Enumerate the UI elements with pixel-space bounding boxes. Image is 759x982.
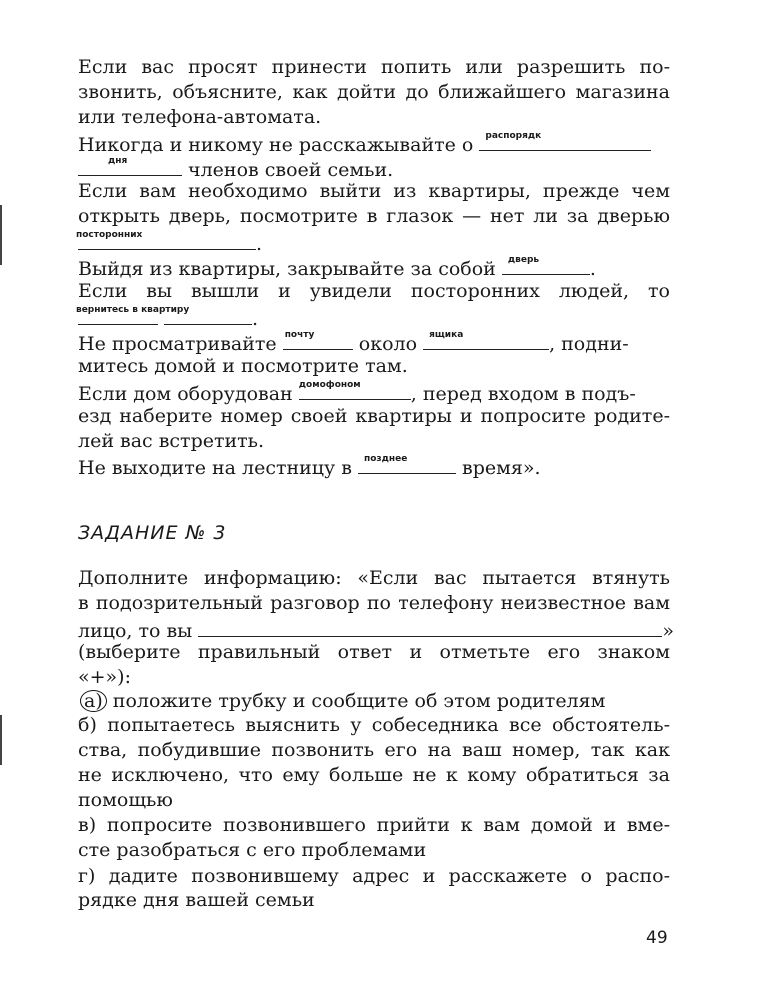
option-text: дадите позвонившему адрес и расскажете о распо- (108, 865, 670, 887)
answer-text: ящика (429, 330, 464, 340)
text-line: посторонних . (78, 229, 670, 256)
answer-blank[interactable] (479, 130, 651, 151)
text-line: Если вы вышли и увидели посторонних людей, то (78, 280, 670, 302)
text-line: или телефона-автомата. (78, 106, 322, 128)
answer-text: дверь (507, 255, 540, 265)
text-line (78, 616, 674, 643)
answer-text: дня (108, 156, 128, 166)
answer-blank[interactable] (78, 229, 256, 250)
text-line (78, 130, 670, 157)
text: Не выходите на лестницу в (78, 457, 352, 479)
text-line: открыть дверь, посмотрите в глазок — нет ли за дверью (78, 205, 670, 227)
text-line: лей вас встретить. (78, 430, 265, 452)
option-marker: б) (78, 714, 97, 736)
text: , подни- (549, 333, 629, 355)
text: около (358, 333, 418, 355)
answer-text: вернитесь в квартиру (76, 305, 190, 315)
text-line: ства, побудившие позвонить его на ваш номер, так как (78, 739, 670, 761)
text: Если дом оборудован (78, 383, 293, 405)
text-line (78, 329, 670, 356)
text: » (662, 620, 674, 642)
text-line: Если вам необходимо выйти из квартиры, прежде чем (78, 180, 670, 202)
text-line (78, 453, 670, 480)
option-text: положите трубку и сообщите об этом родителям (112, 690, 606, 712)
text-line (78, 379, 670, 406)
answer-blank[interactable] (283, 329, 353, 350)
text-line: вернитесь в квартиру . (78, 304, 670, 331)
text: , перед входом в подъ- (410, 383, 636, 405)
option-text: попросите позвонившего прийти к вам домой и вме- (106, 814, 670, 836)
option-a[interactable] (80, 689, 672, 713)
answer-blank[interactable] (299, 379, 411, 400)
task-heading: ЗАДАНИЕ № 3 (78, 522, 227, 544)
answer-blank[interactable] (198, 616, 662, 637)
text-line: Выйдя из квартиры, закрывайте за собой дверь . (78, 254, 670, 281)
option-marker: в) (78, 814, 97, 836)
text-line: звонить, объясните, как дойти до ближайшего магазина (78, 81, 670, 103)
text-line: митесь домой и посмотрите там. (78, 355, 408, 377)
text-line: в подозрительный разговор по телефону неизвестное вам (78, 592, 670, 614)
option-marker: г) (78, 865, 96, 887)
text-line: не исключено, что ему больше не к кому обратиться за (78, 764, 670, 786)
answer-blank[interactable] (502, 254, 590, 275)
answer-text: посторонних (76, 230, 143, 240)
answer-text: почту (284, 330, 315, 340)
page-number: 49 (646, 928, 668, 948)
answer-text: домофоном (298, 380, 361, 390)
option-text: попытаетесь выяснить у собеседника все обстоятель- (107, 714, 670, 736)
text-line: езд наберите номер своей квартиры и попросите родите- (78, 405, 670, 427)
text: Не просматривайте (78, 333, 277, 355)
option-v[interactable] (78, 813, 670, 837)
text-line: помощью (78, 789, 173, 811)
text-line (78, 155, 670, 182)
answer-text: позднее (364, 454, 408, 464)
text: Никогда и никому не расскажывайте о (78, 134, 474, 156)
text: лицо, то вы (78, 620, 193, 642)
answer-text: распорядк (485, 131, 542, 141)
text-line: Если вас просят принести попить или разрешить по- (78, 56, 670, 78)
answer-blank[interactable] (358, 453, 456, 474)
answer-blank[interactable] (164, 304, 252, 325)
text: Выйдя из квартиры, закрывайте за собой (78, 258, 496, 280)
text-line: «+»): (78, 666, 131, 688)
answer-blank[interactable] (423, 329, 549, 350)
text-line: Дополните информацию: «Если вас пытается втянуть (78, 567, 670, 589)
option-g[interactable] (78, 864, 670, 888)
text: членов своей семьи. (188, 159, 394, 181)
scan-edge-mark (0, 205, 2, 265)
selected-circle-mark: а) (80, 690, 107, 712)
text-line: (выберите правильный ответ и отметьте его знаком (78, 641, 670, 663)
text-line: рядке дня вашей семьи (78, 889, 315, 911)
scan-edge-mark (0, 715, 2, 765)
text: время». (462, 457, 541, 479)
text-line: сте разобраться с его проблемами (78, 839, 427, 861)
option-b[interactable] (78, 713, 670, 737)
answer-blank[interactable] (76, 304, 190, 325)
answer-blank[interactable] (78, 155, 182, 176)
